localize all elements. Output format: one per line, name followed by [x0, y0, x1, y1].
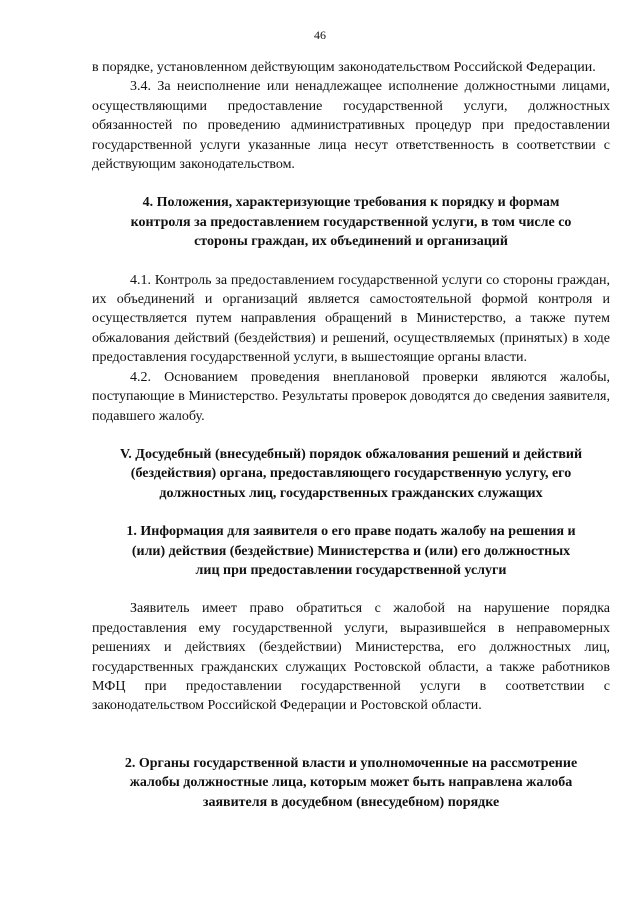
- paragraph-continuation: в порядке, установленном действующим законодательством Российской Федерации.: [92, 60, 596, 75]
- paragraph-complaint-right: Заявитель имеет право обратиться с жалобой на нарушение порядка предоставления ему государственной услуги, выразившейся в неправомерных решениях и действиях (бездействии) Министерства, его должностных лиц, государственных гражданских служащих Ростовской области, а также работников МФЦ при предоставлении государственной услуги в соответствии с законодательством Российской Федерации и Ростовской области.: [92, 601, 610, 714]
- paragraph-4-2: 4.2. Основанием проведения внеплановой проверки являются жалобы, поступающие в Министерство. Результаты проверок доводятся до сведения заявителя, подавшего жалобу.: [92, 369, 610, 424]
- document-body: [92, 58, 610, 812]
- paragraph-4-1: 4.1. Контроль за предоставлением государственной услуги со стороны граждан, их объединений и организаций является самостоятельной формой контроля и осуществляется путем направления обращений в Министерство, а также путем обжалования действий (бездействия) и решений, осуществляемых (принятых) в ходе предоставления государственной услуги, в вышестоящие органы власти.: [92, 272, 610, 366]
- chapter-heading-v: V. Досудебный (внесудебный) порядок обжалования решений и действий (бездействия) органа, предоставляющего государственную услугу, его должностных лиц, государственных гражданских служащих: [120, 446, 583, 501]
- subsection-heading-1: 1. Информация для заявителя о его праве подать жалобу на решения и (или) действия (бездействие) Министерства и (или) его должностных лиц при предоставлении государственной услуги: [126, 524, 576, 578]
- subsection-heading-2: 2. Органы государственной власти и уполномоченные на рассмотрение жалобы должностные лица, которым может быть направлена жалоба заявителя в досудебном (внесудебном) порядке: [124, 755, 578, 810]
- paragraph-3-4: 3.4. За неисполнение или ненадлежащее исполнение должностными лицами, осуществляющими предоставление государственной услуги, должностных обязанностей по проведению административных процедур при предоставлении государственной услуги указанные лица несут ответственность в соответствии с действующим законодательством.: [92, 79, 610, 173]
- section-heading-4: 4. Положения, характеризующие требования к порядку и формам контроля за предоставлением государственной услуги, в том числе со стороны граждан, их объединений и организаций: [130, 195, 572, 250]
- page-number: 46: [314, 28, 326, 42]
